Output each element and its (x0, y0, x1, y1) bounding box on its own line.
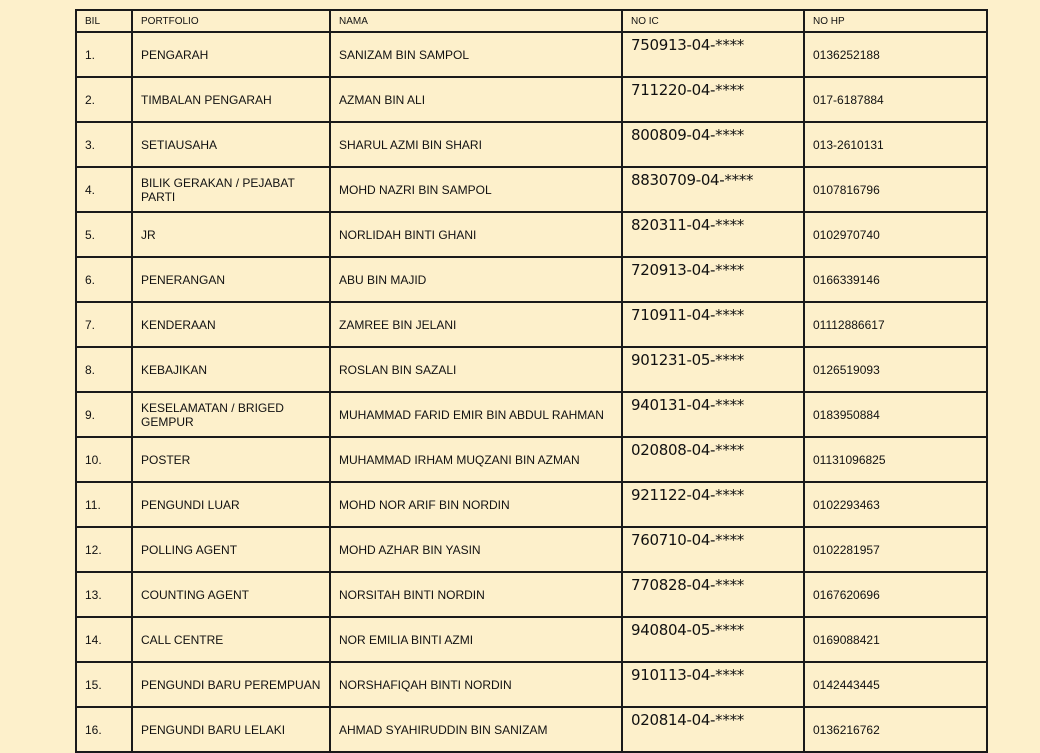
cell-nama: MUHAMMAD FARID EMIR BIN ABDUL RAHMAN (330, 392, 622, 437)
cell-no-ic: 020814-04-**** (622, 707, 804, 752)
cell-no-hp: 0136216762 (804, 707, 987, 752)
cell-no-ic: 750913-04-**** (622, 32, 804, 77)
header-bil: BIL (76, 10, 132, 32)
cell-portfolio: KESELAMATAN / BRIGED GEMPUR (132, 392, 330, 437)
cell-nama: SANIZAM BIN SAMPOL (330, 32, 622, 77)
table-row (76, 707, 987, 752)
cell-bil: 10. (76, 437, 132, 482)
table-row (76, 302, 987, 347)
cell-bil: 2. (76, 77, 132, 122)
table-row (76, 257, 987, 302)
cell-no-ic: 760710-04-**** (622, 527, 804, 572)
cell-bil: 12. (76, 527, 132, 572)
cell-portfolio: POSTER (132, 437, 330, 482)
table-row (76, 617, 987, 662)
cell-nama: SHARUL AZMI BIN SHARI (330, 122, 622, 167)
cell-no-hp: 0183950884 (804, 392, 987, 437)
cell-portfolio: POLLING AGENT (132, 527, 330, 572)
cell-bil: 4. (76, 167, 132, 212)
cell-bil: 9. (76, 392, 132, 437)
cell-no-ic: 940131-04-**** (622, 392, 804, 437)
table-row (76, 167, 987, 212)
cell-no-hp: 013-2610131 (804, 122, 987, 167)
cell-portfolio: PENGUNDI BARU LELAKI (132, 707, 330, 752)
cell-no-hp: 017-6187884 (804, 77, 987, 122)
cell-portfolio: KENDERAAN (132, 302, 330, 347)
cell-portfolio: PENGUNDI LUAR (132, 482, 330, 527)
cell-bil: 1. (76, 32, 132, 77)
table-row (76, 77, 987, 122)
cell-no-hp: 01131096825 (804, 437, 987, 482)
cell-bil: 7. (76, 302, 132, 347)
cell-bil: 6. (76, 257, 132, 302)
cell-no-ic: 020808-04-**** (622, 437, 804, 482)
cell-portfolio: PENERANGAN (132, 257, 330, 302)
cell-no-hp: 0136252188 (804, 32, 987, 77)
cell-portfolio: TIMBALAN PENGARAH (132, 77, 330, 122)
cell-nama: MUHAMMAD IRHAM MUQZANI BIN AZMAN (330, 437, 622, 482)
table-row (76, 572, 987, 617)
cell-no-hp: 0169088421 (804, 617, 987, 662)
header-no-hp: NO HP (804, 10, 987, 32)
table-row (76, 527, 987, 572)
cell-no-hp: 0102293463 (804, 482, 987, 527)
table-header-row (76, 10, 987, 32)
cell-bil: 8. (76, 347, 132, 392)
cell-no-ic: 800809-04-**** (622, 122, 804, 167)
cell-no-ic: 820311-04-**** (622, 212, 804, 257)
table-row (76, 212, 987, 257)
cell-nama: MOHD NOR ARIF BIN NORDIN (330, 482, 622, 527)
table-row (76, 347, 987, 392)
cell-bil: 11. (76, 482, 132, 527)
cell-bil: 14. (76, 617, 132, 662)
cell-no-ic: 710911-04-**** (622, 302, 804, 347)
cell-bil: 13. (76, 572, 132, 617)
table-row (76, 122, 987, 167)
cell-bil: 5. (76, 212, 132, 257)
cell-no-ic: 720913-04-**** (622, 257, 804, 302)
cell-no-hp: 0166339146 (804, 257, 987, 302)
cell-bil: 16. (76, 707, 132, 752)
header-no-ic: NO IC (622, 10, 804, 32)
cell-no-hp: 0126519093 (804, 347, 987, 392)
table-row (76, 32, 987, 77)
table-row (76, 392, 987, 437)
cell-nama: MOHD AZHAR BIN YASIN (330, 527, 622, 572)
cell-nama: ZAMREE BIN JELANI (330, 302, 622, 347)
cell-no-hp: 0142443445 (804, 662, 987, 707)
cell-nama: AHMAD SYAHIRUDDIN BIN SANIZAM (330, 707, 622, 752)
cell-portfolio: PENGARAH (132, 32, 330, 77)
cell-no-ic: 8830709-04-**** (622, 167, 804, 212)
cell-portfolio: BILIK GERAKAN / PEJABAT PARTI (132, 167, 330, 212)
cell-no-ic: 940804-05-**** (622, 617, 804, 662)
cell-bil: 3. (76, 122, 132, 167)
cell-no-hp: 0107816796 (804, 167, 987, 212)
header-nama: NAMA (330, 10, 622, 32)
cell-nama: NORSITAH BINTI NORDIN (330, 572, 622, 617)
cell-portfolio: COUNTING AGENT (132, 572, 330, 617)
table-row (76, 437, 987, 482)
cell-no-ic: 711220-04-**** (622, 77, 804, 122)
cell-bil: 15. (76, 662, 132, 707)
cell-no-hp: 0102281957 (804, 527, 987, 572)
cell-nama: NORSHAFIQAH BINTI NORDIN (330, 662, 622, 707)
cell-no-hp: 0102970740 (804, 212, 987, 257)
cell-nama: ROSLAN BIN SAZALI (330, 347, 622, 392)
cell-no-ic: 770828-04-**** (622, 572, 804, 617)
committee-table (75, 9, 988, 753)
cell-portfolio: JR (132, 212, 330, 257)
header-portfolio: PORTFOLIO (132, 10, 330, 32)
cell-nama: NOR EMILIA BINTI AZMI (330, 617, 622, 662)
cell-portfolio: KEBAJIKAN (132, 347, 330, 392)
cell-no-ic: 910113-04-**** (622, 662, 804, 707)
cell-no-hp: 0167620696 (804, 572, 987, 617)
cell-no-ic: 901231-05-**** (622, 347, 804, 392)
table-row (76, 662, 987, 707)
cell-no-ic: 921122-04-**** (622, 482, 804, 527)
cell-portfolio: PENGUNDI BARU PEREMPUAN (132, 662, 330, 707)
cell-nama: NORLIDAH BINTI GHANI (330, 212, 622, 257)
cell-nama: MOHD NAZRI BIN SAMPOL (330, 167, 622, 212)
cell-nama: AZMAN BIN ALI (330, 77, 622, 122)
cell-portfolio: SETIAUSAHA (132, 122, 330, 167)
cell-nama: ABU BIN MAJID (330, 257, 622, 302)
cell-portfolio: CALL CENTRE (132, 617, 330, 662)
cell-no-hp: 01112886617 (804, 302, 987, 347)
table-row (76, 482, 987, 527)
